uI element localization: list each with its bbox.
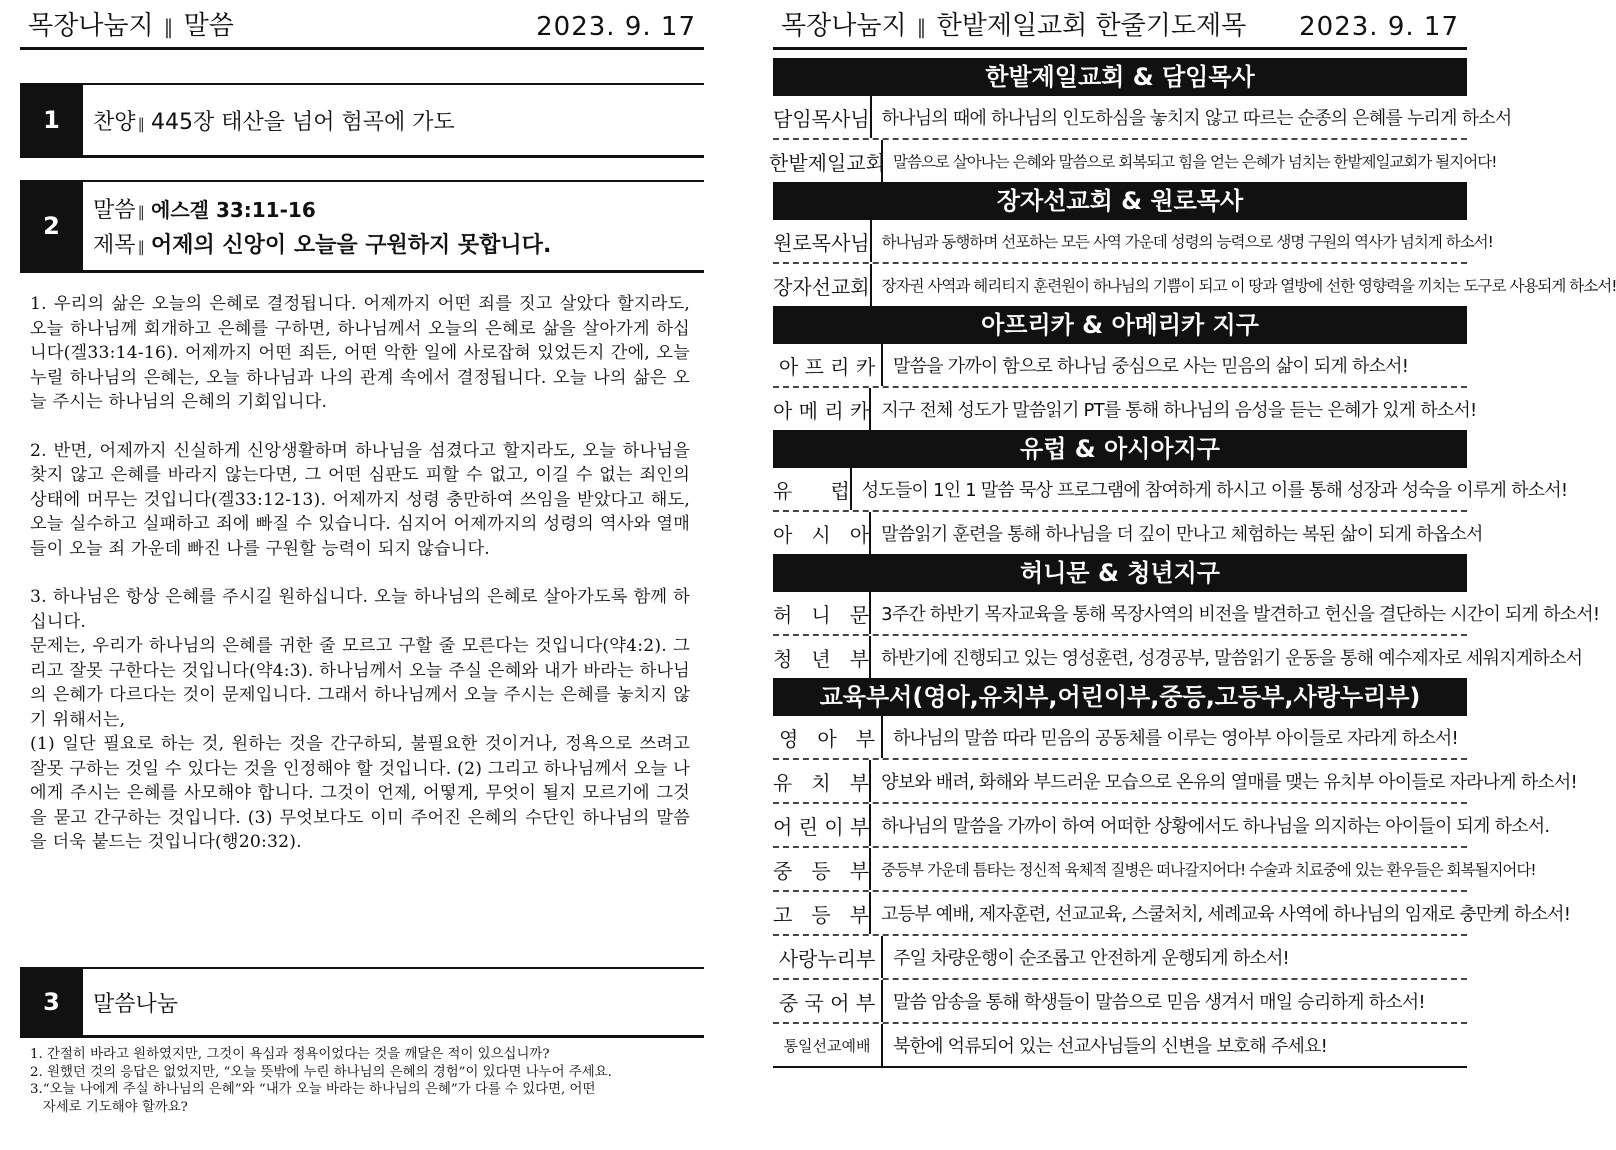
left-header bbox=[20, 0, 704, 50]
sermon-title: 어제의 신앙이 오늘을 구원하지 못합니다. bbox=[151, 233, 552, 258]
scripture-label: 말씀 bbox=[93, 198, 136, 223]
section-scripture bbox=[20, 180, 704, 273]
label-separator: ∥ bbox=[137, 203, 146, 221]
left-page bbox=[20, 0, 704, 1115]
prayer-text: 말씀 암송을 통해 학생들이 말씀으로 믿음 생겨서 매일 승리하게 하소서! bbox=[893, 992, 1425, 1013]
sermon-body bbox=[30, 292, 690, 855]
prayer-row bbox=[773, 264, 1616, 306]
prayer-text: 중등부 가운데 틈타는 정신적 육체적 질병은 떠나갈지어다! 수술과 치료중에 있는 환우들은 회복될지어다! bbox=[881, 861, 1536, 879]
prayer-row bbox=[773, 512, 1483, 554]
prayer-group-header: 허니문 & 청년지구 bbox=[773, 554, 1467, 592]
prayer-row bbox=[773, 592, 1600, 636]
prayer-subject: 고 등 부 bbox=[773, 892, 871, 934]
prayer-subject: 장자선교회 bbox=[773, 264, 872, 306]
prayer-row bbox=[773, 1024, 1467, 1066]
label-separator: ∥ bbox=[137, 238, 146, 256]
prayer-subject: 유 럽 bbox=[773, 468, 852, 510]
section-sharing bbox=[20, 967, 704, 1038]
section-hymn bbox=[20, 83, 704, 158]
prayer-row bbox=[773, 980, 1467, 1024]
header-section: 말씀 bbox=[183, 11, 234, 41]
sermon-paragraph-3b: 문제는, 우리가 하나님의 은혜를 귀한 줄 모르고 구할 줄 모른다는 것입니다(약4:2). 그리고 잘못 구한다는 것입니다(약4:3). 하나님께서 오늘 주실 은혜와 내가 바라는 하나님의 은혜가 다르다는 것이 문제입니다. 그래서 하나님께서 오늘 주시는 은혜를 놓치지 않기 위해서는, bbox=[30, 636, 690, 730]
prayer-text: 하나님의 말씀 따라 믿음의 공동체를 이루는 영아부 아이들로 자라게 하소서! bbox=[893, 728, 1458, 749]
prayer-text: 양보와 배려, 화해와 부드러운 모습으로 온유의 열매를 맺는 유치부 아이들로 자라나게 하소서! bbox=[881, 772, 1577, 793]
prayer-group-header: 장자선교회 & 원로목사 bbox=[773, 182, 1467, 220]
prayer-subject: 한밭제일교회 bbox=[773, 140, 883, 182]
section-number: 1 bbox=[20, 85, 83, 155]
sharing-questions bbox=[30, 1046, 700, 1116]
sermon-paragraph-2: 2. 반면, 어제까지 신실하게 신앙생활하며 하나님을 섬겼다고 할지라도, 오늘 하나님을 찾지 않고 은혜를 바라지 않는다면, 그 어떤 심판도 피할 수 없고, 이길 수 없는 죄인의 상태에 머무는 것입니다(겔33:12-13). 어제까지 성령 충만하여 쓰임을 받았다고 해도, 오늘 실수하고 실패하고 죄에 빠질 수 있습니다. 심지어 어제까지의 성령의 역사와 열매들이 오늘 죄 가운데 빠진 나를 구원할 능력이 되지 않습니다. bbox=[30, 440, 690, 559]
prayer-subject: 허 니 문 bbox=[773, 592, 871, 634]
prayer-row bbox=[769, 140, 1497, 182]
prayer-text: 하나님의 때에 하나님의 인도하심을 놓치지 않고 따르는 순종의 은혜를 누리게 하소서 bbox=[881, 108, 1512, 129]
prayer-subject: 중 등 부 bbox=[773, 848, 871, 890]
section-number: 3 bbox=[20, 969, 83, 1035]
prayer-text: 말씀을 가까이 함으로 하나님 중심으로 사는 믿음의 삶이 되게 하소서! bbox=[893, 356, 1409, 377]
sermon-paragraph-3c: (1) 일단 필요로 하는 것, 원하는 것을 간구하되, 불필요한 것이거나, 정욕으로 쓰려고 잘못 구하는 것일 수 있다는 것을 인정해야 할 것입니다. (2) 그리고 하나님께서 오늘 나에게 주시는 은혜를 사모해야 합니다. 그것이 언제, 어떻게, 무엇이 될지 모르기에 그것을 묻고 간구하는 것입니다. (3) 무엇보다도 이미 주어진 은혜의 수단인 하나님의 말씀을 더욱 붙드는 것입니다(행20:32). bbox=[30, 734, 690, 852]
prayer-subject: 중 국 어 부 bbox=[773, 980, 883, 1022]
prayer-row bbox=[773, 96, 1512, 140]
prayer-subject: 아 시 아 bbox=[773, 512, 871, 554]
prayer-subject: 원로목사님 bbox=[773, 220, 872, 262]
prayer-text: 하나님과 동행하며 선포하는 모든 사역 가운데 성령의 능력으로 생명 구원의 역사가 넘치게 하소서! bbox=[881, 233, 1493, 251]
prayer-row bbox=[773, 848, 1536, 892]
header-separator: ∥ bbox=[916, 15, 927, 39]
hymn-value: 445장 태산을 넘어 험곡에 가도 bbox=[151, 109, 455, 135]
sharing-label: 말씀나눔 bbox=[93, 991, 179, 1017]
question-item: 3.“오늘 나에게 주실 하나님의 은혜”와 “내가 오늘 바라는 하나님의 은혜”가 다를 수 있다면, 어떤 자세로 기도해야 할까요? bbox=[30, 1082, 596, 1115]
prayer-text: 지구 전체 성도가 말씀읽기 PT를 통해 하나님의 음성을 듣는 은혜가 있게 하소서! bbox=[881, 400, 1477, 421]
section-body bbox=[83, 85, 455, 155]
scripture-line bbox=[93, 193, 551, 224]
label-separator: ∥ bbox=[137, 114, 146, 133]
prayer-subject: 담임목사님 bbox=[773, 96, 872, 138]
prayer-group-header: 유럽 & 아시아지구 bbox=[773, 430, 1467, 468]
prayer-subject: 청 년 부 bbox=[773, 636, 871, 678]
prayer-text: 북한에 억류되어 있는 선교사님들의 신변을 보호해 주세요! bbox=[893, 1036, 1328, 1057]
hymn-line bbox=[93, 105, 455, 136]
prayer-group-header: 교육부서(영아,유치부,어린이부,중등,고등부,사랑누리부) bbox=[773, 678, 1467, 716]
prayer-subject: 어 린 이 부 bbox=[773, 804, 871, 846]
question-item: 2. 원했던 것의 응답은 없었지만, “오늘 뜻밖에 누린 하나님의 은혜의 경험”이 있다면 나누어 주세요. bbox=[30, 1064, 612, 1080]
bulletin-title: 목장나눔지 bbox=[28, 11, 154, 41]
prayer-row bbox=[773, 388, 1477, 430]
prayer-row bbox=[773, 892, 1571, 936]
prayer-text: 말씀으로 살아나는 은혜와 말씀으로 회복되고 힘을 얻는 은혜가 넘치는 한밭제일교회가 될지어다! bbox=[893, 153, 1497, 171]
prayer-text: 성도들이 1인 1 말씀 묵상 프로그램에 참여하게 하시고 이를 통해 성장과 성숙을 이루게 하소서! bbox=[861, 480, 1568, 501]
bulletin-title: 목장나눔지 bbox=[781, 11, 907, 41]
prayer-row bbox=[773, 760, 1577, 804]
prayer-subject: 영 아 부 bbox=[773, 716, 883, 758]
title-label: 제목 bbox=[93, 233, 136, 258]
section-body bbox=[83, 969, 178, 1035]
hymn-label: 찬양 bbox=[93, 109, 136, 135]
prayer-subject: 통일선교예배 bbox=[773, 1024, 883, 1066]
prayer-row bbox=[773, 804, 1550, 848]
prayer-subject: 아 메 리 카 bbox=[773, 388, 871, 430]
header-date: 2023. 9. 17 bbox=[1299, 12, 1459, 42]
prayer-text: 말씀읽기 훈련을 통해 하나님을 더 깊이 만나고 체험하는 복된 삶이 되게 하옵소서 bbox=[881, 524, 1483, 545]
section-body bbox=[83, 182, 551, 270]
prayer-group-header: 아프리카 & 아메리카 지구 bbox=[773, 306, 1467, 344]
prayer-text: 하반기에 진행되고 있는 영성훈련, 성경공부, 말씀읽기 운동을 통해 예수제자로 세워지게하소서 bbox=[881, 648, 1583, 669]
right-page bbox=[769, 0, 1616, 1057]
prayer-text: 고등부 예배, 제자훈련, 선교교육, 스쿨처치, 세례교육 사역에 하나님의 임재로 충만케 하소서! bbox=[881, 904, 1571, 925]
scripture-ref: 에스겔 33:11-16 bbox=[151, 198, 316, 222]
section-number: 2 bbox=[20, 182, 83, 270]
header-date: 2023. 9. 17 bbox=[536, 12, 696, 42]
prayer-subject: 사랑누리부 bbox=[773, 936, 883, 978]
right-header bbox=[773, 0, 1467, 50]
prayer-table bbox=[769, 58, 1616, 1068]
prayer-text: 하나님의 말씀을 가까이 하여 어떠한 상황에서도 하나님을 의지하는 아이들이 되게 하소서. bbox=[881, 816, 1550, 837]
prayer-group-header: 한밭제일교회 & 담임목사 bbox=[773, 58, 1467, 96]
question-item: 1. 간절히 바라고 원하였지만, 그것이 욕심과 정욕이었다는 것을 깨달은 적이 있으십니까? bbox=[30, 1047, 550, 1062]
prayer-text: 주일 차량운행이 순조롭고 안전하게 운행되게 하소서! bbox=[893, 948, 1289, 969]
prayer-subject: 유 치 부 bbox=[773, 760, 871, 802]
header-section: 한밭제일교회 한줄기도제목 bbox=[936, 11, 1247, 41]
prayer-row bbox=[773, 936, 1467, 980]
sermon-title-line bbox=[93, 228, 551, 259]
prayer-text: 장자권 사역과 헤리티지 훈련원이 하나님의 기쁨이 되고 이 땅과 열방에 선한 영향력을 끼치는 도구로 사용되게 하소서! bbox=[881, 277, 1616, 295]
prayer-row bbox=[773, 468, 1568, 512]
header-separator: ∥ bbox=[163, 15, 174, 39]
sermon-paragraph-1: 1. 우리의 삶은 오늘의 은혜로 결정됩니다. 어제까지 어떤 죄를 짓고 살았다 할지라도, 오늘 하나님께 회개하고 은혜를 구하면, 하나님께서 오늘의 은혜로 삶을 살아가게 하십니다(겔33:14-16). 어제까지 어떤 죄든, 어떤 악한 일에 사로잡혀 있었든지 간에, 오늘 누릴 하나님의 은혜는, 오늘 하나님과 나의 관계 속에서 결정됩니다. 오늘 나의 삶은 오늘 주시는 하나님의 은혜의 기회입니다. bbox=[30, 294, 690, 412]
prayer-row bbox=[773, 636, 1583, 678]
prayer-row bbox=[773, 344, 1467, 388]
prayer-subject: 아 프 리 카 bbox=[773, 344, 883, 386]
prayer-text: 3주간 하반기 목자교육을 통해 목장사역의 비전을 발견하고 헌신을 결단하는 시간이 되게 하소서! bbox=[881, 604, 1600, 625]
prayer-row bbox=[773, 220, 1493, 264]
prayer-row bbox=[773, 716, 1467, 760]
sermon-paragraph-3a: 3. 하나님은 항상 은혜를 주시길 원하십니다. 오늘 하나님의 은혜로 살아가도록 함께 하십니다. bbox=[30, 587, 690, 632]
